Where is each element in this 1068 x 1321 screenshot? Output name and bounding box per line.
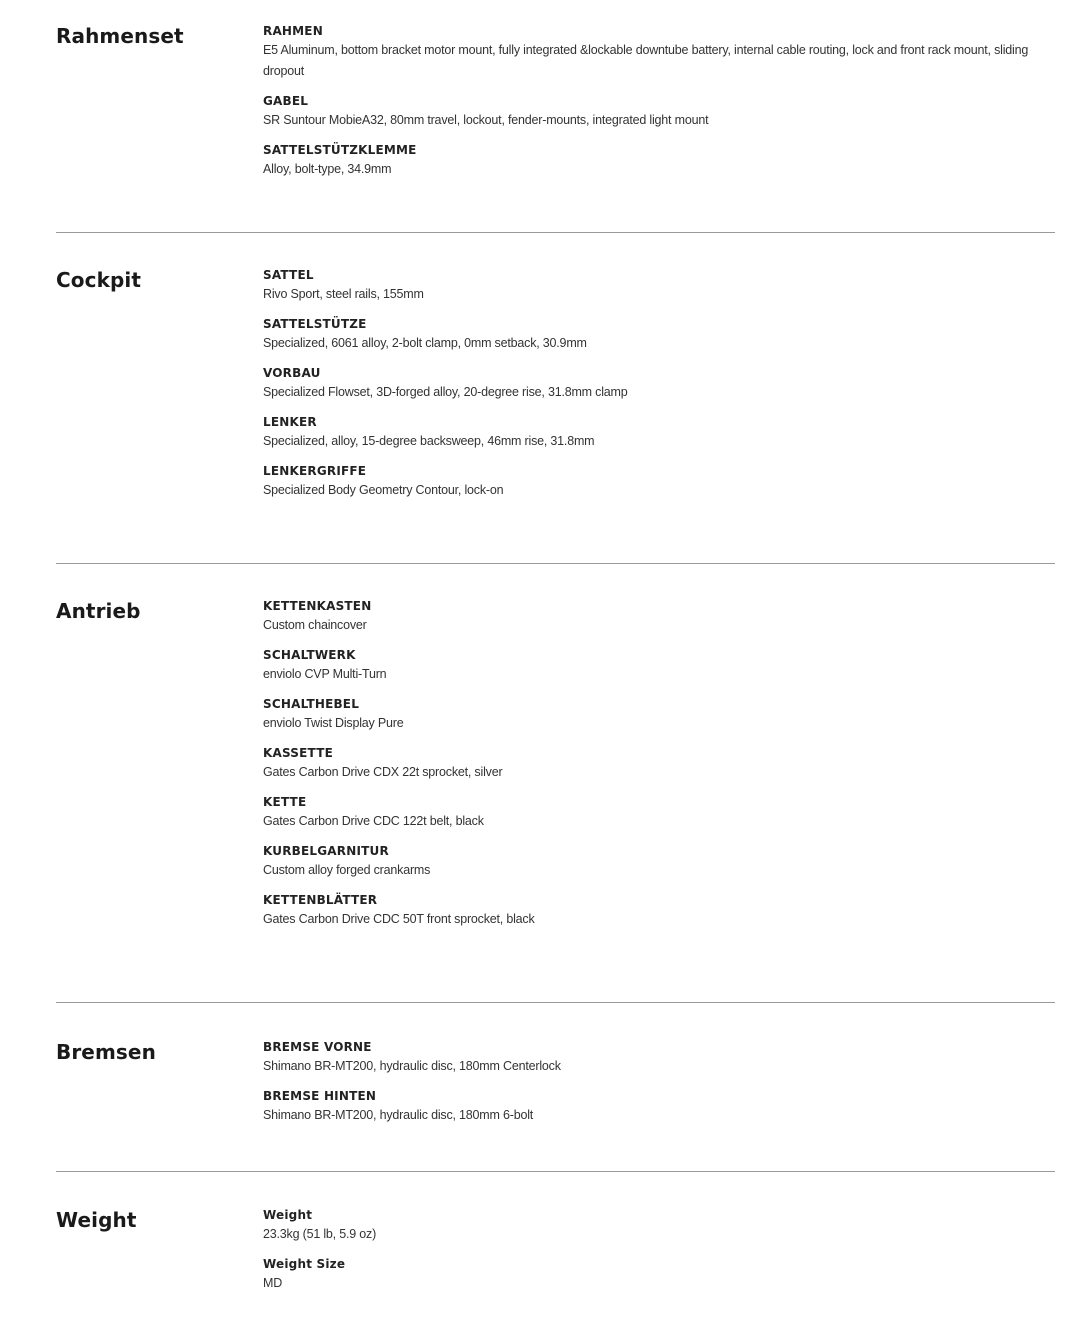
spec-item bbox=[263, 464, 1055, 501]
spec-label: KETTE bbox=[263, 795, 307, 809]
spec-list bbox=[263, 599, 1055, 942]
spec-value: Specialized Body Geometry Contour, lock-on bbox=[263, 483, 504, 497]
spec-value: Custom chaincover bbox=[263, 618, 367, 632]
spec-item bbox=[263, 746, 1055, 783]
spec-value: Specialized, alloy, 15-degree backsweep, 46mm rise, 31.8mm bbox=[263, 434, 595, 448]
spec-value: enviolo CVP Multi-Turn bbox=[263, 667, 387, 681]
spec-list bbox=[263, 268, 1055, 513]
section-divider bbox=[56, 563, 1055, 564]
spec-list bbox=[263, 1040, 1055, 1138]
spec-value: Gates Carbon Drive CDC 50T front sprocket, black bbox=[263, 912, 535, 926]
section-divider bbox=[56, 1171, 1055, 1172]
spec-label: SCHALTHEBEL bbox=[263, 697, 360, 711]
section-title: Bremsen bbox=[56, 1040, 156, 1064]
spec-item bbox=[263, 317, 1055, 354]
spec-value: 23.3kg (51 lb, 5.9 oz) bbox=[263, 1227, 377, 1241]
spec-value: SR Suntour MobieA32, 80mm travel, lockout, fender-mounts, integrated light mount bbox=[263, 113, 709, 127]
spec-label: Weight Size bbox=[263, 1257, 346, 1271]
spec-item bbox=[263, 24, 1055, 82]
spec-value: Custom alloy forged crankarms bbox=[263, 863, 431, 877]
spec-item bbox=[263, 366, 1055, 403]
spec-label: BREMSE VORNE bbox=[263, 1040, 372, 1054]
spec-label: GABEL bbox=[263, 94, 309, 108]
spec-item bbox=[263, 1208, 1055, 1245]
spec-label: KETTENKASTEN bbox=[263, 599, 372, 613]
spec-item bbox=[263, 648, 1055, 685]
spec-item bbox=[263, 268, 1055, 305]
section-divider bbox=[56, 1002, 1055, 1003]
spec-label: SATTEL bbox=[263, 268, 314, 282]
spec-label: SCHALTWERK bbox=[263, 648, 356, 662]
spec-label: Weight bbox=[263, 1208, 313, 1222]
spec-item bbox=[263, 844, 1055, 881]
spec-value: enviolo Twist Display Pure bbox=[263, 716, 404, 730]
spec-value: MD bbox=[263, 1276, 283, 1290]
spec-list bbox=[263, 1208, 1055, 1306]
spec-item bbox=[263, 415, 1055, 452]
spec-value: Alloy, bolt-type, 34.9mm bbox=[263, 162, 392, 176]
spec-item bbox=[263, 893, 1055, 930]
spec-value: Rivo Sport, steel rails, 155mm bbox=[263, 287, 424, 301]
spec-item bbox=[263, 1089, 1055, 1126]
spec-item bbox=[263, 697, 1055, 734]
section-divider bbox=[56, 232, 1055, 233]
section-title: Antrieb bbox=[56, 599, 141, 623]
spec-value: Shimano BR-MT200, hydraulic disc, 180mm 6-bolt bbox=[263, 1108, 534, 1122]
spec-item bbox=[263, 1040, 1055, 1077]
spec-label: RAHMEN bbox=[263, 24, 323, 38]
spec-label: KETTENBLÄTTER bbox=[263, 893, 378, 907]
spec-value: Gates Carbon Drive CDX 22t sprocket, silver bbox=[263, 765, 503, 779]
spec-label: BREMSE HINTEN bbox=[263, 1089, 377, 1103]
spec-item bbox=[263, 143, 1055, 180]
spec-label: LENKERGRIFFE bbox=[263, 464, 367, 478]
section-title: Cockpit bbox=[56, 268, 142, 292]
section-title: Rahmenset bbox=[56, 24, 184, 48]
spec-label: SATTELSTÜTZKLEMME bbox=[263, 143, 417, 157]
spec-label: VORBAU bbox=[263, 366, 321, 380]
spec-item bbox=[263, 94, 1055, 131]
spec-item bbox=[263, 599, 1055, 636]
spec-value: E5 Aluminum, bottom bracket motor mount, fully integrated &lockable downtube battery, internal cable routing, lock and front rack mount, sliding dropout bbox=[263, 43, 1029, 78]
spec-list bbox=[263, 24, 1055, 192]
section-title: Weight bbox=[56, 1208, 137, 1232]
spec-value: Specialized Flowset, 3D-forged alloy, 20-degree rise, 31.8mm clamp bbox=[263, 385, 628, 399]
spec-value: Shimano BR-MT200, hydraulic disc, 180mm Centerlock bbox=[263, 1059, 561, 1073]
spec-label: KURBELGARNITUR bbox=[263, 844, 389, 858]
spec-value: Specialized, 6061 alloy, 2-bolt clamp, 0mm setback, 30.9mm bbox=[263, 336, 587, 350]
spec-value: Gates Carbon Drive CDC 122t belt, black bbox=[263, 814, 484, 828]
spec-label: LENKER bbox=[263, 415, 317, 429]
spec-item bbox=[263, 1257, 1055, 1294]
spec-label: SATTELSTÜTZE bbox=[263, 317, 367, 331]
spec-label: KASSETTE bbox=[263, 746, 333, 760]
spec-item bbox=[263, 795, 1055, 832]
